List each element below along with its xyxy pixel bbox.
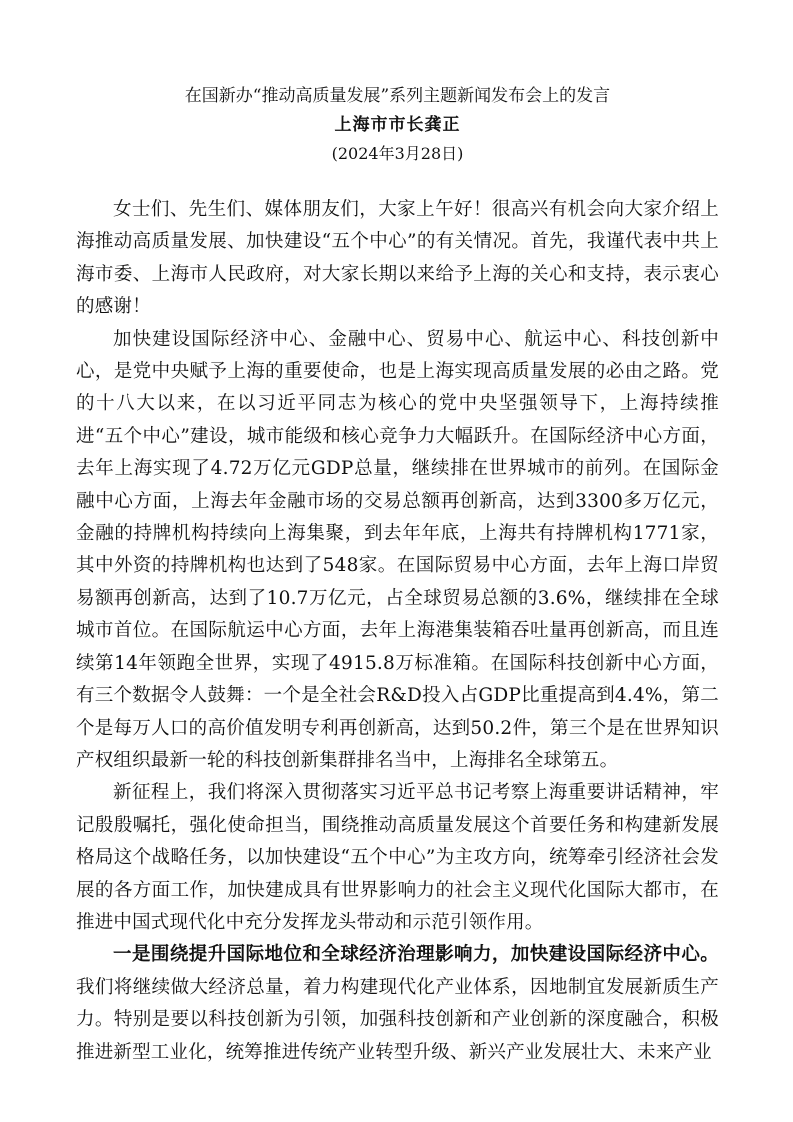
paragraph-economic-center [76, 939, 719, 1069]
document-title: 在国新办“推动高质量发展”系列主题新闻发布会上的发言 [184, 86, 611, 106]
paragraph-text: 女士们、先生们、媒体朋友们，大家上午好！很高兴有机会向大家介绍上海推动高质量发展、加快建设“五个中心”的有关情况。首先，我谨代表中共上海市委、上海市人民政府，对大家长期以来给予上海的关心和支持，表示衷心的感谢！ [76, 199, 719, 318]
paragraph-lead: 一是围绕提升国际地位和全球经济治理影响力，加快建设国际经济中心。 [113, 944, 719, 966]
document-body [76, 194, 719, 1069]
paragraph-greeting [76, 194, 719, 324]
document-date: (2024年3月28日) [331, 144, 464, 163]
paragraph-text: 加快建设国际经济中心、金融中心、贸易中心、航运中心、科技创新中心，是党中央赋予上海的重要使命，也是上海实现高质量发展的必由之路。党的十八大以来，在以习近平同志为核心的党中央坚强领导下，上海持续推进“五个中心”建设，城市能级和核心竞争力大幅跃升。在国际经济中心方面，去年上海实现了4.72万亿元GDP总量，继续排在世界城市的前列。在国际金融中心方面，上海去年金融市场的交易总额再创新高，达到3300多万亿元，金融的持牌机构持续向上海集聚，到去年年底，上海共有持牌机构1771家，其中外资的持牌机构也达到了548家。在国际贸易中心方面，去年上海口岸贸易额再创新高，达到了10.7万亿元，占全球贸易总额的3.6%，继续排在全球城市首位。在国际航运中心方面，去年上海港集装箱吞吐量再创新高，而且连续第14年领跑全世界，实现了4915.8万标准箱。在国际科技创新中心方面，有三个数据令人鼓舞：一个是全社会R&D投入占GDP比重提高到4.4%，第二个是每万人口的高价值发明专利再创新高，达到50.2件，第三个是在世界知识产权组织最新一轮的科技创新集群排名当中，上海排名全球第五。 [76, 328, 719, 771]
paragraph-five-centers [76, 324, 719, 778]
paragraph-text: 我们将继续做大经济总量，着力构建现代化产业体系，因地制宜发展新质生产力。特别是要以科技创新为引领，加强科技创新和产业创新的深度融合，积极推进新型工业化，统筹推进传统产业转型升级、新兴产业发展壮大、未来产业 [76, 976, 719, 1063]
paragraph-new-journey [76, 777, 719, 939]
paragraph-text: 新征程上，我们将深入贯彻落实习近平总书记考察上海重要讲话精神，牢记殷殷嘱托，强化使命担当，围绕推动高质量发展这个首要任务和构建新发展格局这个战略任务，以加快建设“五个中心”为主攻方向，统筹牵引经济社会发展的各方面工作，加快建成具有世界影响力的社会主义现代化国际大都市，在推进中国式现代化中充分发挥龙头带动和示范引领作用。 [76, 782, 719, 933]
document-author: 上海市市长龚正 [334, 115, 461, 135]
